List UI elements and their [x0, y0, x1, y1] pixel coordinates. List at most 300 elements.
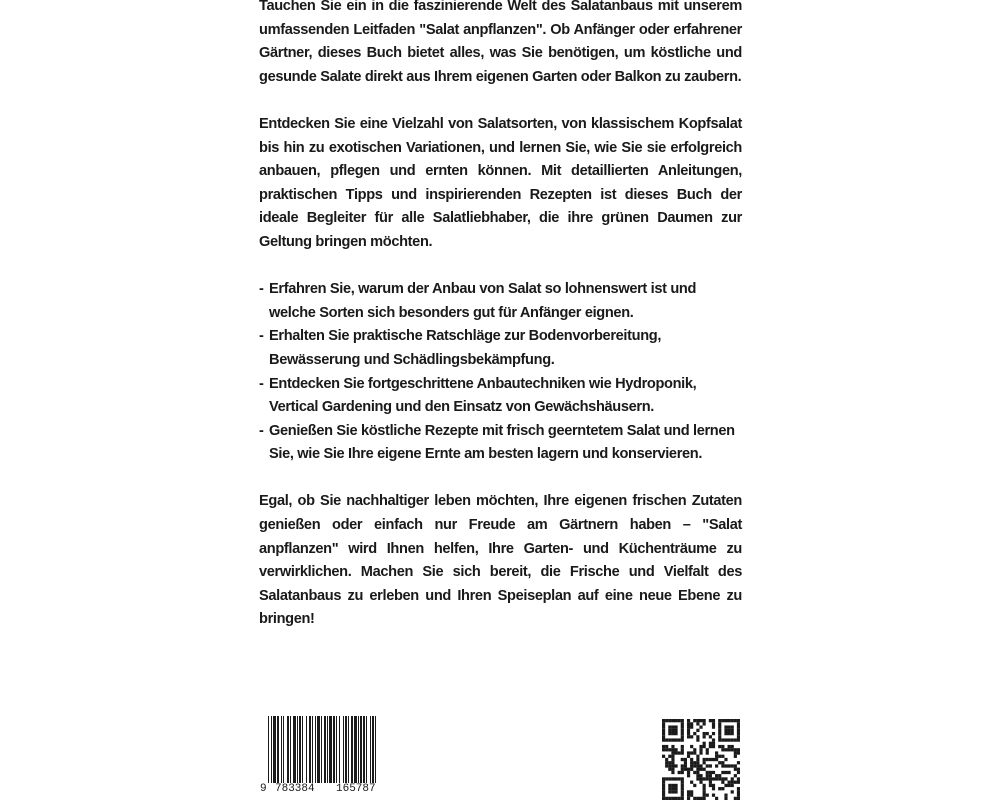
list-item: - Erhalten Sie praktische Ratschläge zur Bodenvorbereitung, Bewässerung und Schädlingsbekämpfung.: [259, 325, 742, 372]
qr-module: [678, 771, 681, 774]
qr-module: [734, 748, 737, 751]
qr-module: [737, 790, 740, 793]
qr-module: [690, 758, 693, 761]
qr-module: [703, 742, 706, 745]
qr-finder-module: [662, 719, 665, 722]
qr-module: [681, 748, 684, 751]
list-item: - Erfahren Sie, warum der Anbau von Salat so lohnenswert ist und welche Sorten sich besonders gut für Anfänger eignen.: [259, 278, 742, 325]
qr-module: [684, 764, 687, 767]
bullet-dash: -: [259, 281, 264, 298]
qr-module: [696, 719, 699, 722]
back-cover-text: [259, 0, 742, 656]
qr-module: [721, 787, 724, 790]
qr-module: [693, 719, 696, 722]
qr-module: [690, 781, 693, 784]
barcode-right-digits: 165787: [336, 783, 376, 795]
qr-module: [706, 732, 709, 735]
qr-finder-module: [668, 719, 671, 722]
qr-module: [718, 777, 721, 780]
qr-finder-module: [662, 725, 665, 728]
qr-module: [712, 777, 715, 780]
qr-finder-module: [671, 732, 674, 735]
qr-module: [687, 771, 690, 774]
qr-finder-module: [674, 732, 677, 735]
qr-module: [715, 755, 718, 758]
qr-finder-module: [678, 738, 681, 741]
qr-finder-module: [734, 738, 737, 741]
qr-module: [699, 719, 702, 722]
qr-finder-module: [668, 738, 671, 741]
qr-finder-module: [662, 781, 665, 784]
qr-module: [687, 768, 690, 771]
qr-module: [712, 784, 715, 787]
qr-finder-module: [662, 729, 665, 732]
qr-module: [681, 771, 684, 774]
qr-finder-module: [728, 729, 731, 732]
qr-finder-module: [662, 790, 665, 793]
qr-module: [718, 787, 721, 790]
qr-finder-module: [668, 729, 671, 732]
qr-finder-module: [671, 787, 674, 790]
isbn-barcode: [259, 716, 402, 800]
qr-module: [734, 768, 737, 771]
qr-module: [709, 781, 712, 784]
qr-finder-module: [681, 725, 684, 728]
qr-finder-module: [674, 738, 677, 741]
qr-finder-module: [662, 794, 665, 797]
qr-module: [703, 758, 706, 761]
qr-module: [693, 784, 696, 787]
qr-finder-module: [724, 719, 727, 722]
qr-finder-module: [668, 787, 671, 790]
qr-finder-module: [674, 790, 677, 793]
qr-module: [671, 751, 674, 754]
qr-finder-module: [728, 725, 731, 728]
qr-module: [731, 784, 734, 787]
qr-finder-module: [665, 738, 668, 741]
qr-finder-module: [728, 719, 731, 722]
qr-module: [734, 755, 737, 758]
qr-module: [721, 764, 724, 767]
qr-module: [724, 758, 727, 761]
qr-module: [687, 722, 690, 725]
qr-module: [706, 771, 709, 774]
bullet-dash: -: [259, 328, 264, 345]
qr-module: [684, 761, 687, 764]
qr-finder-module: [668, 725, 671, 728]
qr-module: [668, 768, 671, 771]
qr-module: [715, 777, 718, 780]
qr-module: [712, 738, 715, 741]
qr-module: [715, 758, 718, 761]
qr-module: [712, 771, 715, 774]
qr-finder-module: [724, 725, 727, 728]
qr-module: [706, 764, 709, 767]
qr-module: [665, 758, 668, 761]
qr-module: [721, 755, 724, 758]
qr-module: [690, 751, 693, 754]
qr-module: [715, 751, 718, 754]
qr-module: [662, 755, 665, 758]
qr-finder-module: [681, 781, 684, 784]
qr-module: [687, 729, 690, 732]
qr-module: [712, 732, 715, 735]
qr-module: [699, 725, 702, 728]
qr-finder-module: [678, 719, 681, 722]
qr-finder-module: [737, 725, 740, 728]
qr-module: [712, 722, 715, 725]
qr-module: [668, 764, 671, 767]
qr-module: [703, 761, 706, 764]
qr-module: [721, 748, 724, 751]
qr-module: [712, 725, 715, 728]
qr-module: [737, 761, 740, 764]
qr-module: [718, 774, 721, 777]
qr-module: [731, 745, 734, 748]
qr-finder-module: [681, 719, 684, 722]
qr-module: [665, 764, 668, 767]
qr-module: [690, 735, 693, 738]
qr-finder-module: [737, 729, 740, 732]
qr-module: [674, 748, 677, 751]
qr-module: [709, 735, 712, 738]
qr-module: [690, 722, 693, 725]
qr-module: [681, 751, 684, 754]
qr-module: [703, 784, 706, 787]
qr-module: [699, 768, 702, 771]
qr-module: [696, 735, 699, 738]
qr-finder-module: [671, 784, 674, 787]
qr-module: [696, 768, 699, 771]
qr-module: [668, 748, 671, 751]
qr-finder-module: [681, 729, 684, 732]
qr-module: [712, 794, 715, 797]
qr-module: [690, 768, 693, 771]
qr-module: [709, 745, 712, 748]
qr-module: [699, 777, 702, 780]
qr-module: [678, 751, 681, 754]
qr-module: [734, 751, 737, 754]
qr-module: [696, 764, 699, 767]
qr-finder-module: [737, 738, 740, 741]
qr-finder-module: [681, 732, 684, 735]
qr-module: [674, 751, 677, 754]
feature-list: [259, 278, 742, 467]
qr-module: [721, 777, 724, 780]
qr-module: [703, 719, 706, 722]
qr-finder-module: [737, 719, 740, 722]
qr-code: [662, 719, 740, 800]
qr-module: [721, 781, 724, 784]
qr-module: [681, 758, 684, 761]
qr-module: [709, 784, 712, 787]
qr-finder-module: [731, 729, 734, 732]
qr-module: [703, 722, 706, 725]
qr-module: [699, 751, 702, 754]
qr-module: [693, 732, 696, 735]
qr-module: [687, 725, 690, 728]
qr-module: [690, 794, 693, 797]
qr-module: [699, 764, 702, 767]
qr-finder-module: [668, 732, 671, 735]
qr-module: [671, 771, 674, 774]
qr-finder-module: [671, 729, 674, 732]
qr-finder-module: [678, 777, 681, 780]
qr-finder-module: [724, 732, 727, 735]
qr-module: [662, 745, 665, 748]
qr-finder-module: [724, 738, 727, 741]
qr-module: [703, 745, 706, 748]
qr-module: [671, 761, 674, 764]
qr-module: [731, 781, 734, 784]
qr-module: [721, 761, 724, 764]
qr-finder-module: [681, 790, 684, 793]
qr-module: [703, 790, 706, 793]
qr-module: [737, 777, 740, 780]
qr-module: [715, 764, 718, 767]
qr-module: [696, 755, 699, 758]
qr-module: [724, 748, 727, 751]
qr-finder-module: [731, 732, 734, 735]
qr-finder-module: [681, 794, 684, 797]
qr-module: [703, 787, 706, 790]
qr-module: [671, 755, 674, 758]
qr-finder-module: [662, 732, 665, 735]
qr-module: [696, 771, 699, 774]
qr-module: [724, 764, 727, 767]
qr-module: [693, 748, 696, 751]
qr-finder-module: [681, 784, 684, 787]
qr-finder-module: [668, 777, 671, 780]
qr-module: [709, 758, 712, 761]
qr-module: [712, 758, 715, 761]
qr-finder-module: [731, 738, 734, 741]
qr-module: [690, 764, 693, 767]
qr-module: [668, 761, 671, 764]
qr-finder-module: [731, 725, 734, 728]
qr-finder-module: [671, 738, 674, 741]
qr-finder-module: [737, 732, 740, 735]
qr-module: [671, 748, 674, 751]
qr-finder-module: [662, 787, 665, 790]
qr-module: [665, 761, 668, 764]
qr-module: [671, 764, 674, 767]
description-paragraph: Entdecken Sie eine Vielzahl von Salatsorten, von klassischem Kopfsalat bis hin zu exotischen Variationen, und lernen Sie, wie Sie sie erfolgreich anbauen, pflegen und ernten können. Mit detaillierten Anleitungen, praktischen Tipps und inspirierenden Rezepten ist dieses Buch der ideale Begleiter für alle Salatliebhaber, die ihre grünen Daumen zur Geltung bringen möchten.: [259, 115, 742, 250]
qr-finder-module: [674, 787, 677, 790]
qr-finder-module: [734, 719, 737, 722]
qr-module: [699, 774, 702, 777]
qr-module: [699, 748, 702, 751]
qr-module: [718, 745, 721, 748]
qr-finder-module: [668, 790, 671, 793]
barcode-first-digit: 9: [260, 783, 267, 795]
qr-finder-module: [671, 790, 674, 793]
qr-finder-module: [718, 738, 721, 741]
qr-finder-module: [728, 732, 731, 735]
qr-finder-module: [737, 735, 740, 738]
qr-module: [696, 761, 699, 764]
qr-module: [724, 784, 727, 787]
qr-module: [737, 748, 740, 751]
qr-module: [690, 790, 693, 793]
qr-module: [687, 732, 690, 735]
qr-finder-module: [681, 738, 684, 741]
qr-finder-module: [674, 719, 677, 722]
qr-module: [728, 745, 731, 748]
qr-finder-module: [721, 719, 724, 722]
qr-module: [690, 725, 693, 728]
qr-finder-module: [718, 735, 721, 738]
qr-module: [712, 745, 715, 748]
qr-finder-module: [718, 725, 721, 728]
qr-module: [699, 781, 702, 784]
intro-paragraph: Tauchen Sie ein in die faszinierende Welt des Salatanbaus mit unserem umfassenden Leitfaden "Salat anpflanzen". Ob Anfänger oder erfahrener Gärtner, dieses Buch bietet alles, was Sie benötigen, um köstliche und gesunde Salate direkt aus Ihrem eigenen Garten oder Balkon zu zaubern.: [259, 0, 742, 85]
qr-module: [712, 719, 715, 722]
qr-module: [693, 764, 696, 767]
qr-module: [687, 735, 690, 738]
qr-module: [699, 745, 702, 748]
qr-module: [715, 774, 718, 777]
qr-module: [734, 764, 737, 767]
qr-module: [671, 745, 674, 748]
qr-module: [681, 768, 684, 771]
qr-module: [665, 748, 668, 751]
qr-module: [731, 748, 734, 751]
qr-module: [734, 774, 737, 777]
qr-module: [737, 781, 740, 784]
qr-module: [724, 771, 727, 774]
qr-finder-module: [662, 777, 665, 780]
qr-module: [706, 751, 709, 754]
qr-finder-module: [718, 719, 721, 722]
qr-finder-module: [671, 719, 674, 722]
qr-module: [696, 722, 699, 725]
qr-module: [684, 768, 687, 771]
qr-finder-module: [662, 784, 665, 787]
qr-module: [712, 742, 715, 745]
qr-code-icon: [662, 719, 740, 800]
qr-module: [684, 758, 687, 761]
barcode-digits: [259, 783, 402, 800]
qr-module: [712, 787, 715, 790]
qr-module: [668, 755, 671, 758]
qr-module: [718, 761, 721, 764]
qr-finder-module: [671, 725, 674, 728]
qr-module: [718, 755, 721, 758]
qr-module: [731, 764, 734, 767]
qr-finder-module: [681, 735, 684, 738]
qr-module: [687, 719, 690, 722]
qr-module: [706, 794, 709, 797]
qr-finder-module: [731, 719, 734, 722]
qr-module: [728, 771, 731, 774]
qr-finder-module: [681, 787, 684, 790]
barcode-left-digits: 783384: [275, 783, 315, 795]
qr-module: [693, 771, 696, 774]
qr-module: [696, 777, 699, 780]
qr-module: [709, 764, 712, 767]
qr-finder-module: [674, 729, 677, 732]
qr-module: [737, 794, 740, 797]
qr-module: [674, 764, 677, 767]
qr-finder-module: [668, 784, 671, 787]
qr-module: [737, 768, 740, 771]
qr-module: [728, 781, 731, 784]
qr-module: [706, 758, 709, 761]
qr-module: [703, 735, 706, 738]
bullet-dash: -: [259, 422, 264, 439]
qr-finder-module: [728, 738, 731, 741]
qr-module: [737, 771, 740, 774]
closing-paragraph: Egal, ob Sie nachhaltiger leben möchten, Ihre eigenen frischen Zutaten genießen oder einfach nur Freude am Gärtnern haben – "Salat anpflanzen" wird Ihnen helfen, Ihre Garten- und Küchenträume zu verwirklichen. Machen Sie sich bereit, die Frische und Vielfalt des Salatanbaus zu erleben und Ihren Speiseplan auf eine neue Ebene zu bringen!: [259, 493, 742, 628]
qr-finder-module: [665, 719, 668, 722]
qr-module: [665, 745, 668, 748]
qr-module: [671, 758, 674, 761]
qr-module: [709, 777, 712, 780]
qr-finder-module: [671, 777, 674, 780]
qr-module: [734, 781, 737, 784]
qr-module: [696, 774, 699, 777]
qr-finder-module: [737, 722, 740, 725]
qr-module: [709, 774, 712, 777]
qr-finder-module: [662, 722, 665, 725]
qr-finder-module: [662, 735, 665, 738]
qr-module: [687, 774, 690, 777]
qr-finder-module: [724, 729, 727, 732]
qr-module: [687, 794, 690, 797]
qr-module: [724, 777, 727, 780]
qr-module: [724, 794, 727, 797]
qr-module: [696, 758, 699, 761]
qr-module: [687, 755, 690, 758]
qr-finder-module: [681, 722, 684, 725]
qr-module: [687, 790, 690, 793]
qr-finder-module: [665, 777, 668, 780]
qr-module: [687, 751, 690, 754]
qr-module: [703, 768, 706, 771]
qr-finder-module: [674, 725, 677, 728]
qr-module: [709, 719, 712, 722]
qr-module: [728, 764, 731, 767]
qr-finder-module: [674, 784, 677, 787]
qr-module: [703, 794, 706, 797]
qr-module: [693, 761, 696, 764]
qr-finder-module: [718, 732, 721, 735]
qr-module: [709, 771, 712, 774]
qr-module: [693, 751, 696, 754]
qr-module: [690, 745, 693, 748]
qr-finder-module: [681, 777, 684, 780]
qr-module: [696, 729, 699, 732]
qr-module: [690, 761, 693, 764]
qr-module: [706, 774, 709, 777]
qr-module: [706, 748, 709, 751]
list-item: - Genießen Sie köstliche Rezepte mit frisch geerntetem Salat und lernen Sie, wie Sie Ihre eigene Ernte am besten lagern und konservieren.: [259, 420, 742, 467]
bullet-dash: -: [259, 375, 264, 392]
qr-module: [681, 764, 684, 767]
qr-finder-module: [718, 729, 721, 732]
qr-finder-module: [718, 722, 721, 725]
qr-module: [696, 738, 699, 741]
qr-module: [721, 745, 724, 748]
qr-module: [731, 790, 734, 793]
qr-module: [662, 748, 665, 751]
qr-module: [737, 787, 740, 790]
qr-finder-module: [662, 738, 665, 741]
qr-module: [728, 784, 731, 787]
qr-finder-module: [674, 777, 677, 780]
qr-module: [703, 777, 706, 780]
